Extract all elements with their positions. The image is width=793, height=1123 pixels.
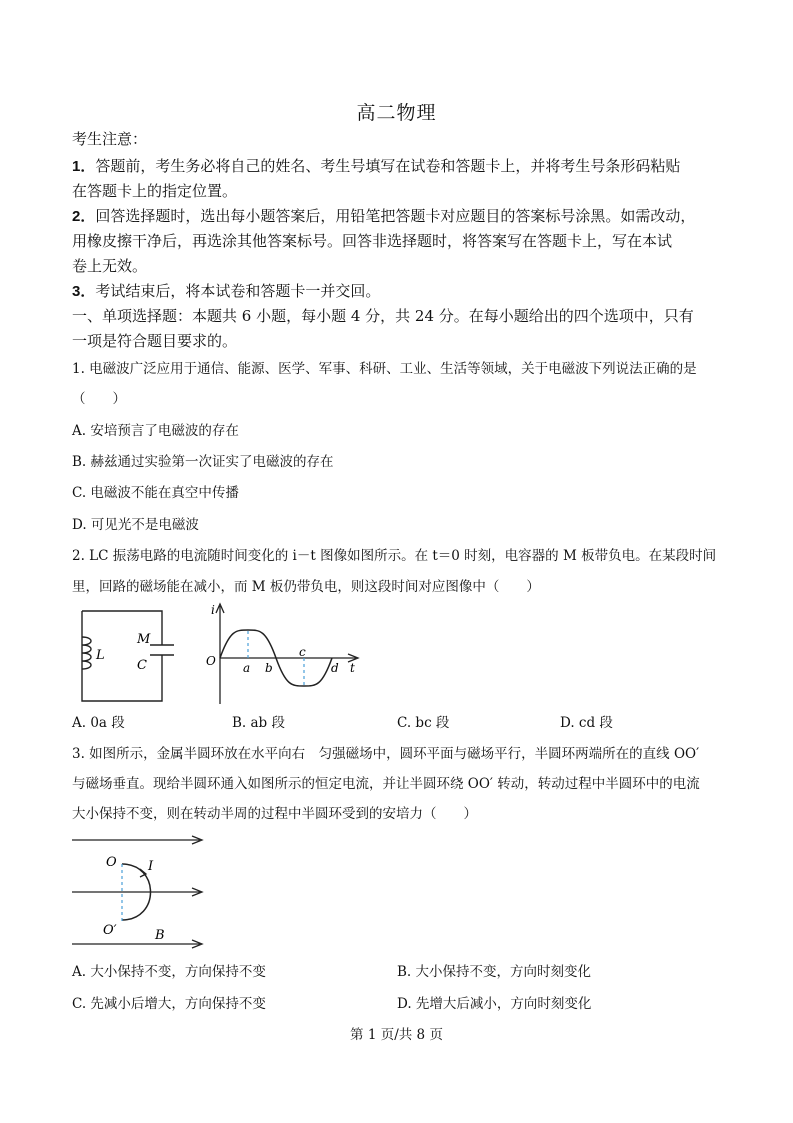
capacitor-label: C [137, 658, 147, 673]
q3-option-d: D. 先增大后减小，方向时刻变化 [397, 996, 592, 1012]
notice-item-2-cont: 用橡皮擦干净后，再选涂其他答案标号。回答非选择题时，将答案写在答题卡上，写在本试 [72, 232, 673, 250]
semicircle-field-diagram [70, 830, 210, 950]
q2-option-d: D. cd 段 [560, 715, 613, 731]
axis-t-label: t [350, 661, 355, 675]
point-a-label: a [243, 661, 251, 675]
section-heading: 一、单项选择题：本题共 6 小题，每小题 4 分，共 24 分。在每小题给出的四个选项中，只有 [72, 307, 694, 325]
q2-option-b: B. ab 段 [232, 715, 285, 731]
point-o-prime-label: O′ [103, 923, 117, 938]
notice-heading: 考生注意： [72, 130, 148, 148]
q2-option-c: C. bc 段 [397, 715, 450, 731]
notice-item-1-cont: 在答题卡上的指定位置。 [72, 182, 238, 200]
notice-item-2: 2．回答选择题时，选出每小题答案后，用铅笔把答题卡对应题目的答案标号涂黑。如需改动， [72, 207, 696, 225]
q3-stem-cont: 与磁场垂直。现给半圆环通入如图所示的恒定电流，并让半圆环绕 OO′ 转动，转动过程中半圆环中的电流 [72, 776, 700, 792]
q1-option-c: C. 电磁波不能在真空中传播 [72, 485, 239, 501]
inductor-label: L [96, 648, 105, 663]
q2-stem: 2. LC 振荡电路的电流随时间变化的 i－t 图像如图所示。在 t＝0 时刻，电容器的 M 板带负电。在某段时间 [72, 548, 717, 564]
field-b-label: B [155, 928, 165, 943]
notice-item-2-cont2: 卷上无效。 [72, 257, 148, 275]
point-o-label: O [106, 855, 117, 870]
lc-circuit-diagram [70, 603, 180, 708]
notice-item-1: 1．答题前，考生务必将自己的姓名、考生号填写在试卷和答题卡上，并将考生号条形码粘贴 [72, 157, 681, 175]
q1-option-a: A. 安培预言了电磁波的存在 [72, 423, 239, 439]
q3-stem: 3. 如图所示，金属半圆环放在水平向右 匀强磁场中，圆环平面与磁场平行，半圆环两端所在的直线 OO′ [72, 746, 700, 762]
plate-m-label: M [137, 632, 151, 647]
point-d-label: d [331, 661, 339, 675]
q2-stem-cont: 里，回路的磁场能在减小，而 M 板仍带负电，则这段时间对应图像中（ ） [72, 579, 540, 595]
current-label: I [148, 859, 154, 874]
q3-option-c: C. 先减小后增大，方向保持不变 [72, 996, 266, 1012]
q3-option-b: B. 大小保持不变，方向时刻变化 [397, 964, 592, 980]
page-footer: 第 1 页/共 8 页 [350, 1027, 443, 1043]
origin-label: O [206, 654, 216, 668]
q1-stem-cont: （ ） [72, 391, 126, 407]
q2-option-a: A. 0a 段 [72, 715, 125, 731]
section-heading-cont: 一项是符合题目要求的。 [72, 332, 238, 350]
point-b-label: b [265, 661, 273, 675]
q1-option-b: B. 赫兹通过实验第一次证实了电磁波的存在 [72, 454, 334, 470]
i-t-graph [200, 600, 365, 710]
notice-item-3: 3．考试结束后，将本试卷和答题卡一并交回。 [72, 282, 381, 300]
axis-i-label: i [211, 603, 215, 617]
q3-option-a: A. 大小保持不变，方向保持不变 [72, 964, 266, 980]
page-title: 高二物理 [356, 102, 437, 124]
point-c-label: c [299, 645, 306, 659]
q1-option-d: D. 可见光不是电磁波 [72, 517, 199, 533]
q1-stem: 1. 电磁波广泛应用于通信、能源、医学、军事、科研、工业、生活等领域，关于电磁波下列说法正确的是 [72, 361, 697, 377]
q3-stem-cont2: 大小保持不变，则在转动半周的过程中半圆环受到的安培力（ ） [72, 806, 477, 822]
